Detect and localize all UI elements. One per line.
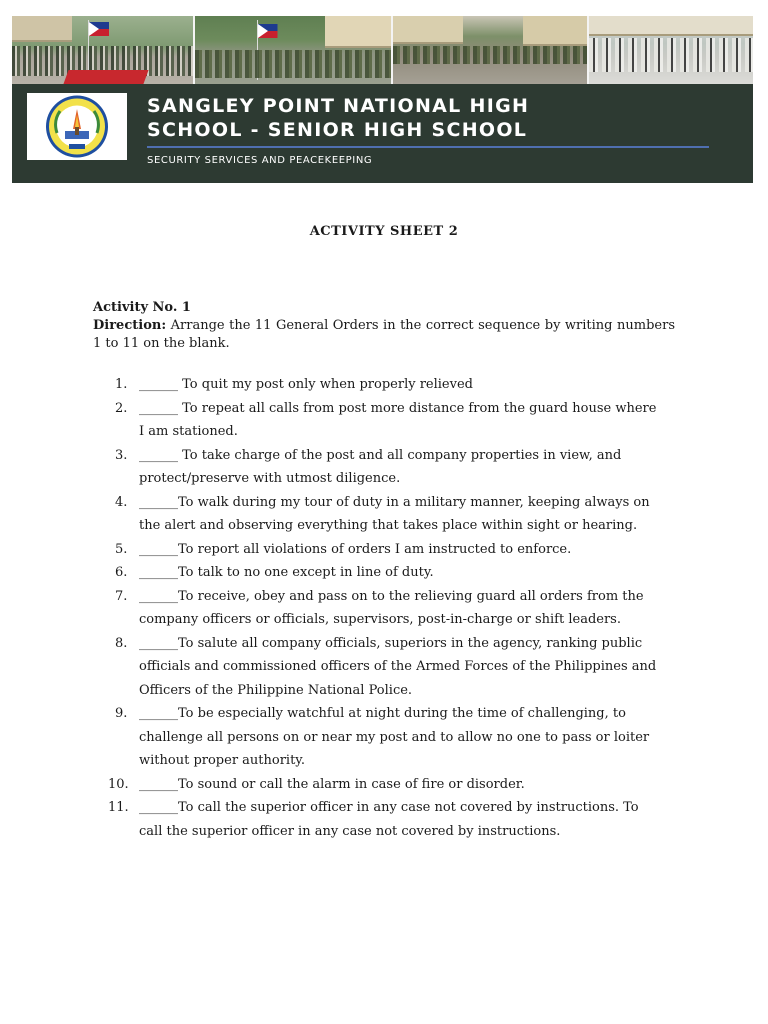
- item-number: 2.: [115, 400, 128, 416]
- item-text: ______To receive, obey and pass on to the relieving guard all orders from the company officers or officials, supervisors, post-in-charge or shift leaders.: [139, 588, 644, 627]
- item-text: ______ To repeat all calls from post more distance from the guard house where I am stationed.: [139, 400, 657, 439]
- item-text: ______To be especially watchful at night during the time of challenging, to challenge all persons on or near my post and to allow no one to pass or loiter without proper authority.: [139, 706, 650, 768]
- direction-paragraph: [93, 317, 675, 353]
- general-orders-list: [93, 373, 675, 843]
- item-text: ______To talk to no one except in line of duty.: [139, 565, 434, 580]
- flag-icon: [89, 22, 109, 36]
- list-item: [93, 585, 675, 632]
- list-item: [93, 632, 675, 703]
- banner-divider: [147, 146, 709, 148]
- item-text: ______To salute all company officials, superiors in the agency, ranking public officials and commissioned officers of the Armed Forces of the Philippines and Officers of the Philippine National Police.: [139, 635, 657, 698]
- item-number: 11.: [108, 800, 129, 815]
- item-text: ______ To take charge of the post and all company properties in view, and protect/preserve with utmost diligence.: [139, 447, 622, 486]
- item-text: ______To report all violations of orders I am instructed to enforce.: [139, 541, 572, 557]
- school-name-line-2: SCHOOL - SENIOR HIGH SCHOOL: [147, 119, 528, 141]
- school-logo: [27, 93, 127, 160]
- sheet-title: ACTIVITY SHEET 2: [309, 224, 459, 239]
- item-number: 9.: [115, 706, 128, 721]
- list-item: [93, 538, 675, 562]
- item-text: ______To walk during my tour of duty in a military manner, keeping always on the alert and observing everything that takes place within sight or hearing.: [139, 494, 650, 533]
- list-item: [93, 773, 675, 797]
- item-number: 8.: [115, 635, 128, 651]
- list-item: [93, 373, 675, 397]
- students-lineup-photo: [589, 16, 753, 84]
- list-item: [93, 397, 675, 444]
- formation-photo: [195, 16, 391, 84]
- school-name: [147, 94, 707, 142]
- list-item: [93, 796, 675, 843]
- list-item: [93, 561, 675, 585]
- activity-section: [93, 299, 675, 843]
- item-number: 1.: [115, 377, 128, 392]
- item-number: 3.: [115, 447, 128, 463]
- activity-number: Activity No. 1: [93, 300, 191, 315]
- strand-name: SECURITY SERVICES AND PEACEKEEPING: [147, 155, 373, 166]
- parade-ground-photo: [393, 16, 587, 84]
- item-number: 10.: [108, 776, 129, 792]
- item-number: 4.: [115, 494, 128, 510]
- school-seal-icon: [27, 93, 127, 160]
- list-item: [93, 491, 675, 538]
- list-item: [93, 444, 675, 491]
- school-name-line-1: SANGLEY POINT NATIONAL HIGH: [147, 95, 530, 117]
- item-number: 7.: [115, 588, 128, 604]
- item-number: 6.: [115, 565, 128, 580]
- flag-icon: [258, 24, 278, 38]
- assembly-photo: [12, 16, 193, 84]
- item-text: ______ To quit my post only when properly relieved: [139, 377, 473, 392]
- direction-text: Arrange the 11 General Orders in the correct sequence by writing numbers 1 to 11 on the blank.: [93, 318, 675, 351]
- school-header-banner: [12, 16, 753, 183]
- item-text: ______To call the superior officer in any case not covered by instructions. To call the superior officer in any case not covered by instructions.: [139, 800, 639, 839]
- item-text: ______To sound or call the alarm in case of fire or disorder.: [139, 776, 525, 792]
- direction-label: Direction:: [93, 318, 167, 333]
- photo-strip: [12, 16, 753, 84]
- item-number: 5.: [115, 541, 128, 557]
- list-item: [93, 702, 675, 773]
